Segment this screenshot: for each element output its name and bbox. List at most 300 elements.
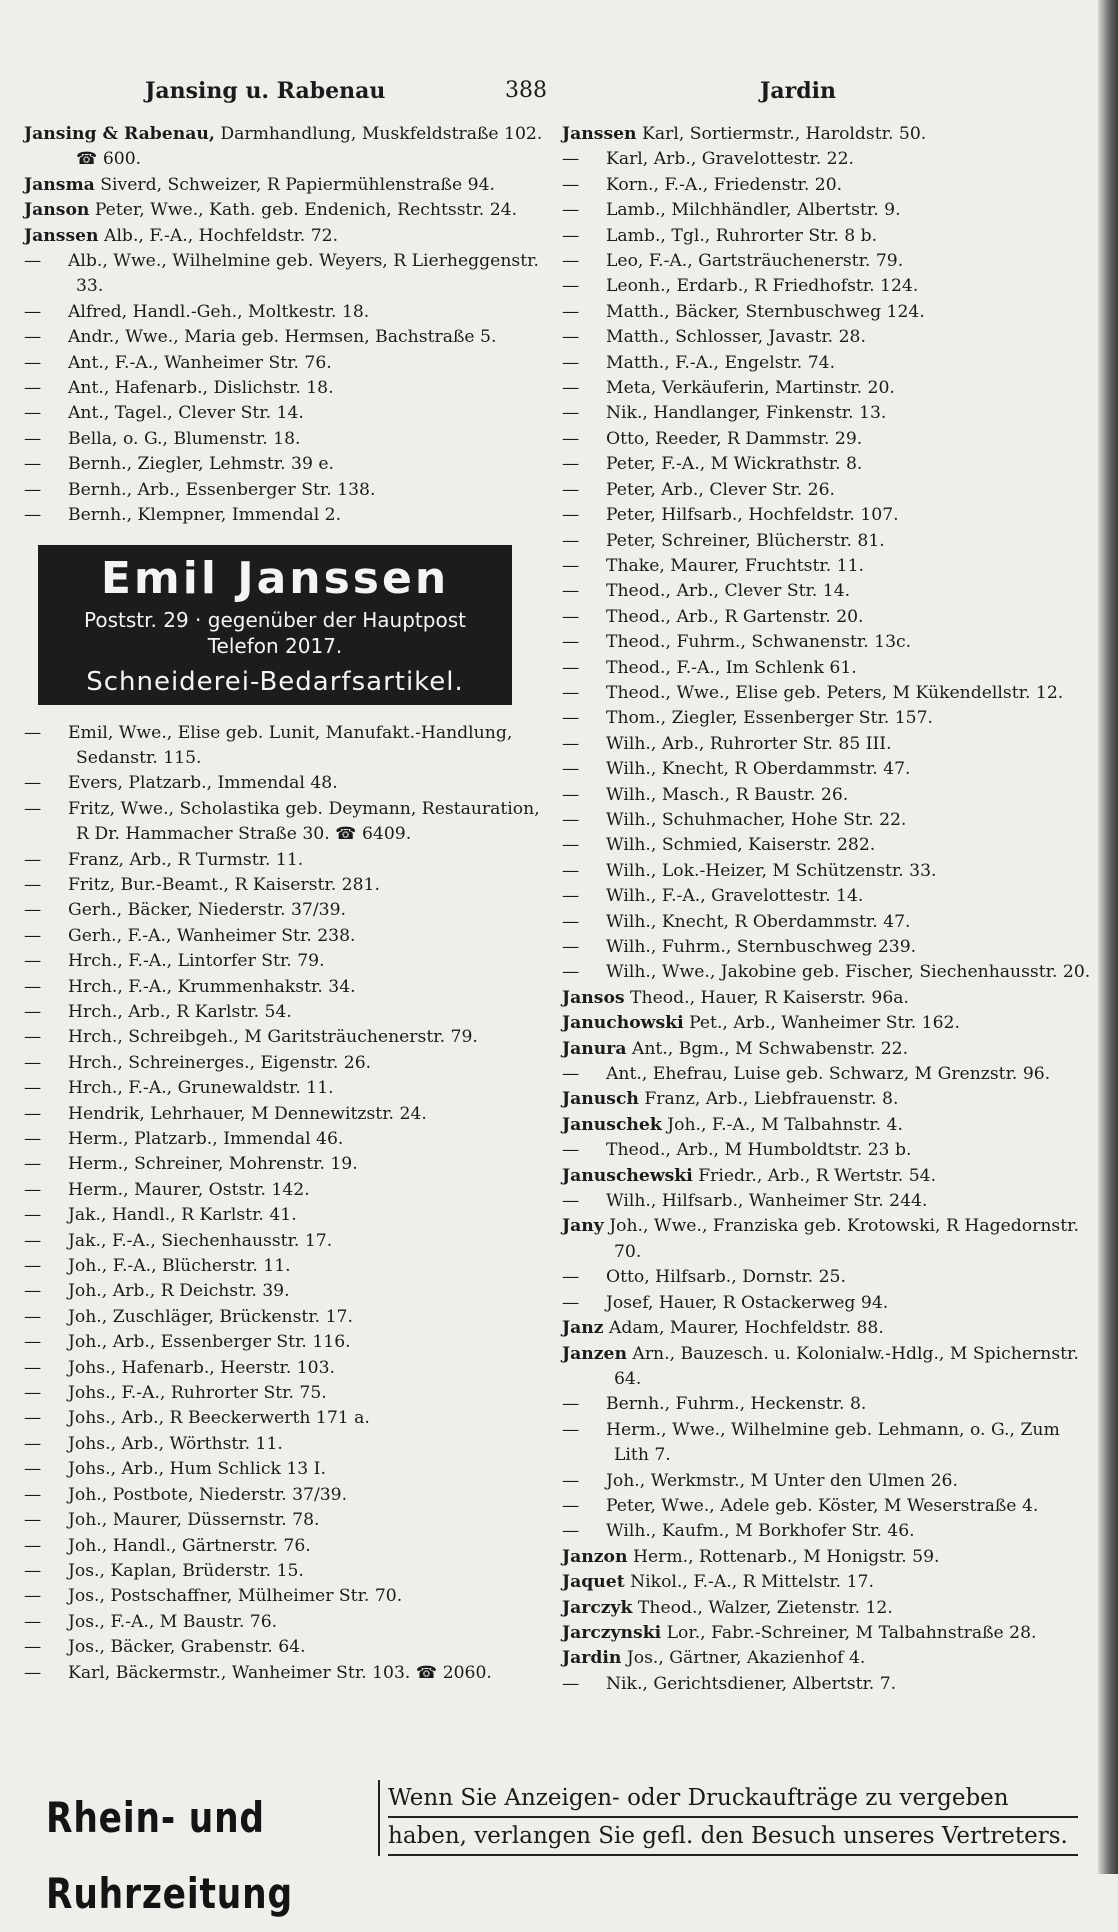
ditto-dash: —: [24, 1103, 42, 1124]
entry-surname: Januschewski: [562, 1165, 693, 1186]
entry-details: Wilh., Masch., R Baustr. 26.: [606, 784, 849, 805]
directory-entry: [24, 1584, 554, 1609]
ditto-dash: —: [562, 1495, 580, 1516]
directory-entry: [24, 1457, 554, 1482]
ad-address: Poststr. 29 · gegenüber der Hauptpost: [84, 607, 466, 632]
ditto-dash: —: [562, 555, 580, 576]
entry-details: Theod., Arb., Clever Str. 14.: [606, 581, 851, 602]
directory-entry: [24, 478, 554, 503]
directory-entry: [562, 783, 1092, 808]
directory-entry: [24, 376, 554, 401]
directory-entry: [562, 401, 1092, 426]
footer-ad-text: [378, 1780, 1078, 1856]
ditto-dash: —: [24, 874, 42, 895]
entry-details: Karl, Arb., Gravelottestr. 22.: [606, 149, 854, 170]
entry-details: Joh., Zuschläger, Brückenstr. 17.: [68, 1306, 353, 1327]
entry-details: Bernh., Arb., Essenberger Str. 138.: [68, 479, 376, 500]
directory-entry: [24, 1279, 554, 1304]
entry-details: Peter, Wwe., Adele geb. Köster, M Weserstraße 4.: [606, 1495, 1039, 1516]
entry-details: Theod., Fuhrm., Schwanenstr. 13c.: [606, 632, 912, 653]
entry-details: Hrch., F.-A., Grunewaldstr. 11.: [68, 1078, 334, 1099]
ditto-dash: —: [24, 773, 42, 794]
ditto-dash: —: [24, 798, 42, 819]
entry-details: Hrch., F.-A., Krummenhakstr. 34.: [68, 976, 356, 997]
entry-details: Karl, Bäckermstr., Wanheimer Str. 103. ☎ 2060.: [68, 1662, 492, 1683]
entry-details: Hrch., Arb., R Karlstr. 54.: [68, 1001, 292, 1022]
ditto-dash: —: [562, 632, 580, 653]
ditto-dash: —: [562, 937, 580, 957]
header-right-keyword: Jardin: [760, 78, 836, 104]
directory-entry: [24, 721, 554, 772]
directory-entry: [24, 797, 554, 848]
ditto-dash: —: [562, 1140, 580, 1161]
entry-details: Joh., Wwe., Franziska geb. Krotowski, R Hagedornstr. 70.: [603, 1216, 1079, 1262]
ditto-dash: —: [24, 1560, 42, 1581]
ditto-dash: —: [24, 479, 42, 500]
entry-details: Matth., Bäcker, Sternbuschweg 124.: [606, 301, 925, 322]
directory-entry: [562, 1214, 1092, 1265]
entry-details: Theod., F.-A., Im Schlenk 61.: [606, 657, 857, 678]
directory-entry: [24, 1254, 554, 1279]
directory-entry: [562, 1037, 1092, 1062]
directory-entry: [562, 910, 1092, 935]
entry-details: Wilh., Wwe., Jakobine geb. Fischer, Siechenhausstr. 20.: [606, 962, 1091, 983]
emil-janssen-advertisement: [38, 545, 512, 705]
ditto-dash: —: [24, 1230, 42, 1251]
entry-details: Franz, Arb., Liebfrauenstr. 8.: [638, 1089, 899, 1110]
directory-entry: [24, 401, 554, 426]
directory-entry: [24, 1127, 554, 1152]
entry-details: Siverd, Schweizer, R Papiermühlenstraße 94.: [94, 174, 496, 195]
ditto-dash: —: [562, 454, 580, 475]
footer-line-1: Wenn Sie Anzeigen- oder Druckaufträge zu vergeben: [388, 1780, 1078, 1818]
entry-details: Wilh., Schmied, Kaiserstr. 282.: [606, 835, 876, 856]
directory-entry: [24, 1305, 554, 1330]
entry-details: Johs., F.-A., Ruhrorter Str. 75.: [68, 1383, 327, 1404]
ditto-dash: —: [24, 1383, 42, 1404]
directory-entry: [24, 427, 554, 452]
directory-entry: [24, 1076, 554, 1101]
ditto-dash: —: [562, 682, 580, 703]
directory-entry: [24, 771, 554, 796]
ditto-dash: —: [562, 1673, 580, 1694]
directory-entry: [24, 452, 554, 477]
directory-entry: [24, 1152, 554, 1177]
directory-entry: [24, 873, 554, 898]
ditto-dash: —: [562, 911, 580, 932]
directory-entry: [24, 1229, 554, 1254]
directory-entry: [24, 975, 554, 1000]
directory-entry: [24, 1635, 554, 1660]
ditto-dash: —: [24, 301, 42, 322]
directory-entry: [562, 630, 1092, 655]
ditto-dash: —: [24, 1052, 42, 1073]
ditto-dash: —: [562, 1521, 580, 1542]
ditto-dash: —: [562, 403, 580, 424]
directory-entry: [562, 935, 1092, 960]
entry-details: Thom., Ziegler, Essenberger Str. 157.: [606, 708, 933, 729]
left-column: [24, 122, 554, 1686]
directory-entry: [562, 1062, 1092, 1087]
ditto-dash: —: [562, 251, 580, 272]
directory-entry: [562, 1418, 1092, 1469]
header-left-keyword: Jansing u. Rabenau: [145, 78, 386, 104]
ditto-dash: —: [24, 251, 42, 272]
directory-entry: [562, 757, 1092, 782]
entry-details: Wilh., Schuhmacher, Hohe Str. 22.: [606, 809, 907, 830]
directory-entry: [562, 198, 1092, 223]
page-number: 388: [505, 78, 547, 103]
entry-details: Franz, Arb., R Turmstr. 11.: [68, 849, 304, 870]
ditto-dash: —: [24, 1484, 42, 1505]
ditto-dash: —: [24, 1281, 42, 1302]
directory-entry: [24, 351, 554, 376]
directory-entry: [562, 859, 1092, 884]
directory-entry: [562, 427, 1092, 452]
entry-details: Peter, Hilfsarb., Hochfeldstr. 107.: [606, 505, 899, 526]
directory-entry: [24, 1102, 554, 1127]
ditto-dash: —: [24, 1611, 42, 1632]
entry-details: Bernh., Klempner, Immendal 2.: [68, 505, 342, 526]
entry-details: Leonh., Erdarb., R Friedhofstr. 124.: [606, 276, 919, 297]
entry-surname: Janzon: [562, 1546, 628, 1567]
entry-details: Johs., Arb., R Beeckerwerth 171 a.: [68, 1408, 370, 1429]
entry-details: Andr., Wwe., Maria geb. Hermsen, Bachstraße 5.: [68, 327, 497, 348]
entry-details: Ant., Ehefrau, Luise geb. Schwarz, M Grenzstr. 96.: [606, 1064, 1051, 1085]
directory-entry: [562, 1646, 1092, 1671]
entry-details: Alb., F.-A., Hochfeldstr. 72.: [98, 225, 339, 246]
directory-entry: [24, 924, 554, 949]
ditto-dash: —: [562, 378, 580, 399]
directory-entry: [24, 503, 554, 528]
entry-details: Johs., Hafenarb., Heerstr. 103.: [68, 1357, 336, 1378]
ditto-dash: —: [24, 1535, 42, 1556]
ditto-dash: —: [562, 784, 580, 805]
directory-entry: [562, 1672, 1092, 1697]
entry-details: Hrch., F.-A., Lintorfer Str. 79.: [68, 951, 325, 972]
ditto-dash: —: [24, 1179, 42, 1200]
directory-entry: [24, 1534, 554, 1559]
ditto-dash: —: [24, 352, 42, 373]
directory-entry: [562, 173, 1092, 198]
directory-entry: [562, 376, 1092, 401]
ditto-dash: —: [24, 1205, 42, 1226]
entry-details: Meta, Verkäuferin, Martinstr. 20.: [606, 378, 895, 399]
entry-surname: Jardin: [562, 1648, 622, 1669]
directory-entry: [562, 1545, 1092, 1570]
directory-entry: [24, 1381, 554, 1406]
entry-details: Wilh., Hilfsarb., Wanheimer Str. 244.: [606, 1191, 928, 1212]
ditto-dash: —: [24, 1001, 42, 1022]
directory-entry: [562, 986, 1092, 1011]
ditto-dash: —: [562, 479, 580, 500]
ditto-dash: —: [562, 352, 580, 373]
entry-details: Adam, Maurer, Hochfeldstr. 88.: [603, 1318, 884, 1339]
ditto-dash: —: [562, 1394, 580, 1415]
directory-entry: [562, 1596, 1092, 1621]
entry-details: Theod., Walzer, Zietenstr. 12.: [632, 1597, 893, 1618]
ditto-dash: —: [562, 962, 580, 983]
entry-details: Theod., Hauer, R Kaiserstr. 96a.: [624, 987, 909, 1008]
entry-details: Fritz, Wwe., Scholastika geb. Deymann, Restauration, R Dr. Hammacher Straße 30. ☎ 6409.: [68, 798, 540, 845]
directory-entry: [24, 1406, 554, 1431]
entry-details: Josef, Hauer, R Ostackerweg 94.: [606, 1292, 889, 1313]
ditto-dash: —: [562, 530, 580, 551]
entry-details: Hrch., Schreinerges., Eigenstr. 26.: [68, 1052, 372, 1073]
entry-details: Johs., Arb., Wörthstr. 11.: [68, 1433, 283, 1454]
entry-details: Wilh., Kaufm., M Borkhofer Str. 46.: [606, 1521, 915, 1542]
entry-surname: Janusch: [562, 1089, 639, 1110]
entry-details: Jos., Gärtner, Akazienhof 4.: [621, 1648, 866, 1669]
directory-entry: [24, 173, 554, 198]
entry-details: Korn., F.-A., Friedenstr. 20.: [606, 174, 843, 195]
directory-entry: [562, 1265, 1092, 1290]
entry-details: Wilh., Arb., Ruhrorter Str. 85 III.: [606, 733, 892, 754]
entry-details: Herm., Rottenarb., M Honigstr. 59.: [627, 1546, 940, 1567]
directory-entry: [562, 325, 1092, 350]
directory-entry: [562, 554, 1092, 579]
entry-details: Otto, Reeder, R Dammstr. 29.: [606, 428, 863, 449]
entry-details: Jos., Kaplan, Brüderstr. 15.: [68, 1560, 304, 1581]
ad-telephone: Telefon 2017.: [207, 633, 343, 658]
directory-entry: [562, 1519, 1092, 1544]
entry-details: Otto, Hilfsarb., Dornstr. 25.: [606, 1267, 846, 1288]
ditto-dash: —: [24, 378, 42, 399]
entry-surname: Jarczyk: [562, 1597, 633, 1618]
ditto-dash: —: [562, 1191, 580, 1212]
entry-surname: Janssen: [24, 225, 99, 246]
entry-details: Jak., Handl., R Karlstr. 41.: [68, 1205, 297, 1226]
ditto-dash: —: [562, 809, 580, 830]
entry-details: Fritz, Bur.-Beamt., R Kaiserstr. 281.: [68, 874, 380, 895]
entry-details: Theod., Arb., R Gartenstr. 20.: [606, 606, 864, 627]
ditto-dash: —: [562, 1470, 580, 1491]
entry-surname: Janz: [562, 1318, 604, 1339]
entry-details: Herm., Maurer, Oststr. 142.: [68, 1179, 310, 1200]
directory-entry: [562, 884, 1092, 909]
ditto-dash: —: [24, 1637, 42, 1658]
directory-entry: [562, 681, 1092, 706]
entry-details: Joh., Arb., R Deichstr. 39.: [68, 1281, 290, 1302]
entry-details: Wilh., Fuhrm., Sternbuschweg 239.: [606, 937, 917, 957]
entry-surname: Janura: [562, 1038, 627, 1059]
directory-entry: [562, 960, 1092, 985]
entry-details: Jos., Bäcker, Grabenstr. 64.: [68, 1637, 306, 1658]
ditto-dash: —: [24, 403, 42, 424]
right-column: [562, 122, 1092, 1697]
directory-entry: [24, 325, 554, 350]
entry-surname: Jansing & Rabenau,: [24, 124, 215, 144]
entry-details: Alfred, Handl.-Geh., Moltkestr. 18.: [68, 301, 370, 322]
ditto-dash: —: [24, 1306, 42, 1327]
entry-details: Joh., F.-A., M Talbahnstr. 4.: [661, 1114, 903, 1135]
directory-entry: [562, 808, 1092, 833]
directory-entry: [562, 1011, 1092, 1036]
entry-details: Lor., Fabr.-Schreiner, M Talbahnstraße 28.: [661, 1622, 1037, 1643]
directory-entry: [24, 198, 554, 223]
entry-details: Ant., F.-A., Wanheimer Str. 76.: [68, 352, 332, 373]
entry-details: Jos., Postschaffner, Mülheimer Str. 70.: [68, 1586, 403, 1607]
directory-entry: [24, 949, 554, 974]
entry-details: Joh., Werkmstr., M Unter den Ulmen 26.: [606, 1470, 958, 1491]
ditto-dash: —: [562, 225, 580, 246]
directory-entry: [24, 1000, 554, 1025]
entry-details: Nikol., F.-A., R Mittelstr. 17.: [624, 1572, 874, 1593]
ditto-dash: —: [24, 722, 42, 743]
directory-entry: [562, 656, 1092, 681]
ditto-dash: —: [562, 301, 580, 322]
directory-entry: [562, 833, 1092, 858]
directory-entry: [24, 1661, 554, 1686]
left-entries-after-ad: [24, 721, 554, 1686]
ditto-dash: —: [24, 1662, 42, 1683]
ditto-dash: —: [562, 200, 580, 221]
ditto-dash: —: [562, 1267, 580, 1288]
entry-details: Joh., Handl., Gärtnerstr. 76.: [68, 1535, 311, 1556]
entry-details: Emil, Wwe., Elise geb. Lunit, Manufakt.-Handlung, Sedanstr. 115.: [68, 722, 513, 768]
ditto-dash: —: [24, 1433, 42, 1454]
ditto-dash: —: [562, 581, 580, 602]
entry-details: Peter, Arb., Clever Str. 26.: [606, 479, 835, 500]
entry-details: Wilh., Knecht, R Oberdammstr. 47.: [606, 911, 911, 932]
directory-entry: [562, 1316, 1092, 1341]
entry-surname: Jansma: [24, 174, 95, 195]
directory-entry: [24, 1610, 554, 1635]
directory-entry: [24, 1559, 554, 1584]
directory-entry: [24, 224, 554, 249]
entry-details: Peter, F.-A., M Wickrathstr. 8.: [606, 454, 863, 475]
newspaper-logo: Rhein- und Ruhrzeitung: [46, 1793, 293, 1918]
ditto-dash: —: [24, 1586, 42, 1607]
entry-details: Lamb., Milchhändler, Albertstr. 9.: [606, 200, 901, 221]
ditto-dash: —: [24, 925, 42, 946]
directory-entry: [562, 478, 1092, 503]
entry-details: Matth., F.-A., Engelstr. 74.: [606, 352, 836, 373]
entry-details: Thake, Maurer, Fruchtstr. 11.: [606, 555, 864, 576]
entry-details: Peter, Wwe., Kath. geb. Endenich, Rechtsstr. 24.: [89, 200, 518, 221]
ditto-dash: —: [562, 708, 580, 729]
directory-entry: [24, 122, 554, 173]
entry-details: Herm., Platzarb., Immendal 46.: [68, 1129, 344, 1149]
directory-entry: [562, 249, 1092, 274]
directory-entry: [562, 1469, 1092, 1494]
entry-details: Joh., Maurer, Düssernstr. 78.: [68, 1510, 320, 1531]
directory-entry: [562, 1164, 1092, 1189]
entry-details: Peter, Schreiner, Blücherstr. 81.: [606, 530, 885, 551]
directory-entry: [562, 274, 1092, 299]
ditto-dash: —: [562, 276, 580, 297]
directory-entry: [24, 300, 554, 325]
ditto-dash: —: [24, 428, 42, 449]
directory-entry: [562, 1392, 1092, 1417]
directory-entry: [562, 529, 1092, 554]
ditto-dash: —: [562, 886, 580, 907]
ditto-dash: —: [562, 428, 580, 449]
entry-details: Wilh., F.-A., Gravelottestr. 14.: [606, 886, 864, 907]
ditto-dash: —: [24, 900, 42, 921]
ditto-dash: —: [24, 1408, 42, 1429]
directory-entry: [562, 579, 1092, 604]
entry-surname: Jansos: [562, 987, 625, 1008]
entry-details: Bernh., Fuhrm., Heckenstr. 8.: [606, 1394, 867, 1415]
entry-details: Pet., Arb., Wanheimer Str. 162.: [683, 1013, 960, 1034]
directory-entry: [562, 1087, 1092, 1112]
entry-details: Leo, F.-A., Gartsträuchenerstr. 79.: [606, 251, 904, 272]
directory-entry: [562, 452, 1092, 477]
ditto-dash: —: [562, 149, 580, 170]
directory-entry: [24, 1025, 554, 1050]
ditto-dash: —: [24, 1078, 42, 1099]
entry-details: Nik., Handlanger, Finkenstr. 13.: [606, 403, 887, 424]
entry-surname: Jaquet: [562, 1572, 625, 1593]
directory-entry: [562, 1113, 1092, 1138]
entry-surname: Januchowski: [562, 1013, 684, 1034]
ditto-dash: —: [562, 860, 580, 881]
entry-details: Ant., Bgm., M Schwabenstr. 22.: [626, 1038, 909, 1059]
ditto-dash: —: [24, 1332, 42, 1353]
ditto-dash: —: [24, 327, 42, 348]
directory-entry: [562, 224, 1092, 249]
entry-details: Arn., Bauzesch. u. Kolonialw.-Hdlg., M Spichernstr. 64.: [614, 1343, 1079, 1389]
footer-advertisement: [46, 1780, 1086, 1918]
entry-details: Theod., Arb., M Humboldtstr. 23 b.: [606, 1140, 912, 1161]
entry-details: Bernh., Ziegler, Lehmstr. 39 e.: [68, 454, 334, 475]
directory-entry: [24, 898, 554, 923]
right-entries: [562, 122, 1092, 1697]
entry-surname: Jarczynski: [562, 1622, 662, 1643]
ditto-dash: —: [562, 505, 580, 526]
ditto-dash: —: [562, 606, 580, 627]
directory-entry: [24, 1051, 554, 1076]
entry-details: Darmhandlung, Muskfeldstraße 102. ☎ 600.: [76, 124, 543, 170]
ad-name: Emil Janssen: [100, 552, 450, 604]
entry-details: Herm., Schreiner, Mohrenstr. 19.: [68, 1154, 358, 1175]
footer-line-2: haben, verlangen Sie gefl. den Besuch unseres Vertreters.: [388, 1818, 1078, 1856]
entry-surname: Jany: [562, 1216, 604, 1237]
entry-surname: Janson: [24, 200, 90, 221]
ditto-dash: —: [24, 976, 42, 997]
ditto-dash: —: [24, 1510, 42, 1531]
entry-details: Lamb., Tgl., Ruhrorter Str. 8 b.: [606, 225, 878, 246]
directory-entry: [24, 1432, 554, 1457]
entry-details: Bella, o. G., Blumenstr. 18.: [68, 428, 301, 449]
directory-entry: [562, 732, 1092, 757]
ditto-dash: —: [562, 835, 580, 856]
directory-entry: [562, 503, 1092, 528]
entry-details: Friedr., Arb., R Wertstr. 54.: [692, 1165, 937, 1186]
directory-entry: [562, 1570, 1092, 1595]
entry-details: Wilh., Lok.-Heizer, M Schützenstr. 33.: [606, 860, 937, 881]
ditto-dash: —: [562, 733, 580, 754]
directory-entry: [562, 147, 1092, 172]
entry-details: Ant., Hafenarb., Dislichstr. 18.: [68, 378, 334, 399]
ditto-dash: —: [562, 1064, 580, 1085]
ditto-dash: —: [24, 951, 42, 972]
entry-details: Nik., Gerichtsdiener, Albertstr. 7.: [606, 1673, 897, 1694]
directory-entry: [24, 249, 554, 300]
entry-details: Karl, Sortiermstr., Haroldstr. 50.: [636, 124, 927, 144]
ditto-dash: —: [562, 174, 580, 195]
ditto-dash: —: [562, 1292, 580, 1313]
directory-entry: [562, 300, 1092, 325]
ditto-dash: —: [562, 327, 580, 348]
entry-details: Gerh., Bäcker, Niederstr. 37/39.: [68, 900, 346, 921]
directory-entry: [562, 1138, 1092, 1163]
directory-entry: [24, 1356, 554, 1381]
ditto-dash: —: [24, 1357, 42, 1378]
ditto-dash: —: [24, 1129, 42, 1149]
directory-entry: [562, 1189, 1092, 1214]
